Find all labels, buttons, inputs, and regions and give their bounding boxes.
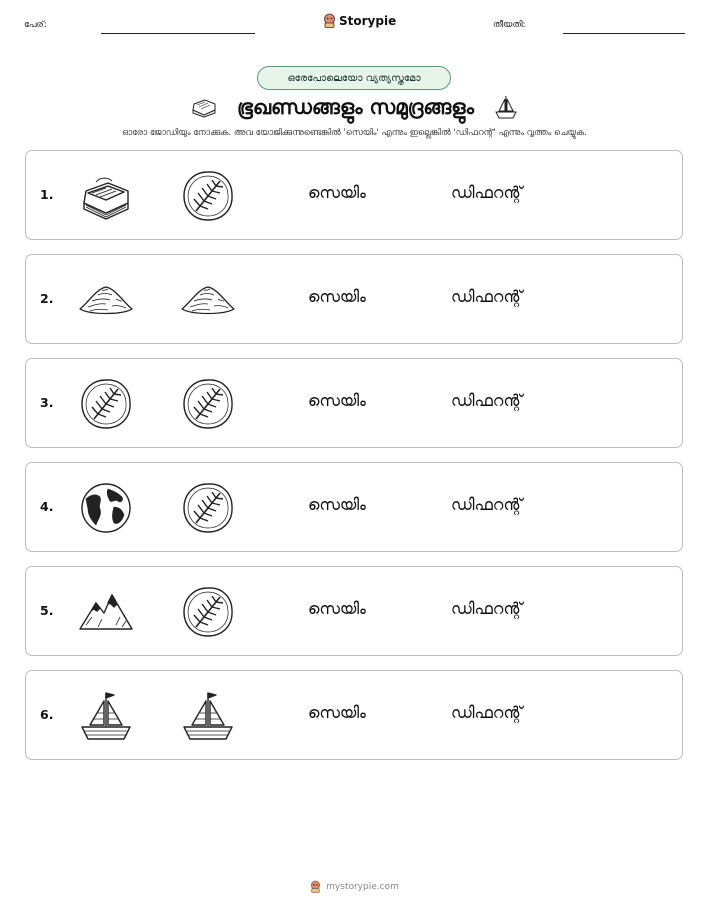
fossil-icon	[180, 585, 236, 639]
title-block	[0, 91, 709, 123]
different-option[interactable]: ഡിഫറന്റ്	[451, 287, 523, 306]
exercise-row	[25, 254, 683, 344]
fossil-icon	[180, 481, 236, 535]
sailboat-icon	[180, 689, 236, 743]
row-number: 5.	[40, 603, 54, 618]
fossil-icon	[180, 169, 236, 223]
exercise-row	[25, 462, 683, 552]
row-number: 4.	[40, 499, 54, 514]
same-option[interactable]: സെയിം	[308, 495, 366, 514]
globe-icon	[78, 481, 134, 535]
same-option[interactable]: സെയിം	[308, 703, 366, 722]
same-option[interactable]: സെയിം	[308, 391, 366, 410]
date-line[interactable]	[563, 33, 685, 34]
exercise-row	[25, 670, 683, 760]
mountain-icon	[78, 585, 134, 639]
fossil-icon	[78, 377, 134, 431]
different-option[interactable]: ഡിഫറന്റ്	[451, 703, 523, 722]
row-number: 1.	[40, 187, 54, 202]
sand-pile-icon	[180, 273, 236, 327]
page-title: ഭൂഖണ്ഡങ്ങളും സമുദ്രങ്ങളും	[237, 95, 474, 119]
storypie-logo-icon	[323, 13, 336, 28]
sailboat-icon	[78, 689, 134, 743]
different-option[interactable]: ഡിഫറന്റ്	[451, 495, 523, 514]
book-icon	[78, 169, 134, 223]
storypie-logo-icon	[310, 880, 321, 893]
exercise-row	[25, 150, 683, 240]
footer	[0, 880, 709, 893]
storypie-brand	[323, 13, 396, 28]
different-option[interactable]: ഡിഫറന്റ്	[451, 183, 523, 202]
different-option[interactable]: ഡിഫറന്റ്	[451, 391, 523, 410]
book-icon	[191, 96, 217, 118]
sailboat-icon	[494, 94, 518, 120]
instructions: ഓരോ ജോഡിയും നോക്കുക. അവ യോജിക്കുന്നുണ്ടെങ്കിൽ 'സെയിം' എന്നും ഇല്ലെങ്കിൽ 'ഡിഫറന്റ്' എന്നും വൃത്തം ചെയ്യുക.	[122, 128, 587, 138]
date-label: തീയതി:	[493, 20, 526, 30]
brand-name: Storypie	[339, 13, 397, 28]
worksheet-type-badge: ഒരേപോലെയോ വ്യത്യസ്തമോ	[257, 66, 451, 90]
worksheet-header	[0, 0, 709, 50]
exercise-row	[25, 358, 683, 448]
name-label: പേര്:	[24, 20, 47, 30]
sand-pile-icon	[78, 273, 134, 327]
footer-url[interactable]: mystorypie.com	[326, 881, 399, 892]
fossil-icon	[180, 377, 236, 431]
same-option[interactable]: സെയിം	[308, 287, 366, 306]
row-number: 3.	[40, 395, 54, 410]
row-number: 2.	[40, 291, 54, 306]
row-number: 6.	[40, 707, 54, 722]
exercise-row	[25, 566, 683, 656]
different-option[interactable]: ഡിഫറന്റ്	[451, 599, 523, 618]
same-option[interactable]: സെയിം	[308, 183, 366, 202]
same-option[interactable]: സെയിം	[308, 599, 366, 618]
name-line[interactable]	[101, 33, 255, 34]
